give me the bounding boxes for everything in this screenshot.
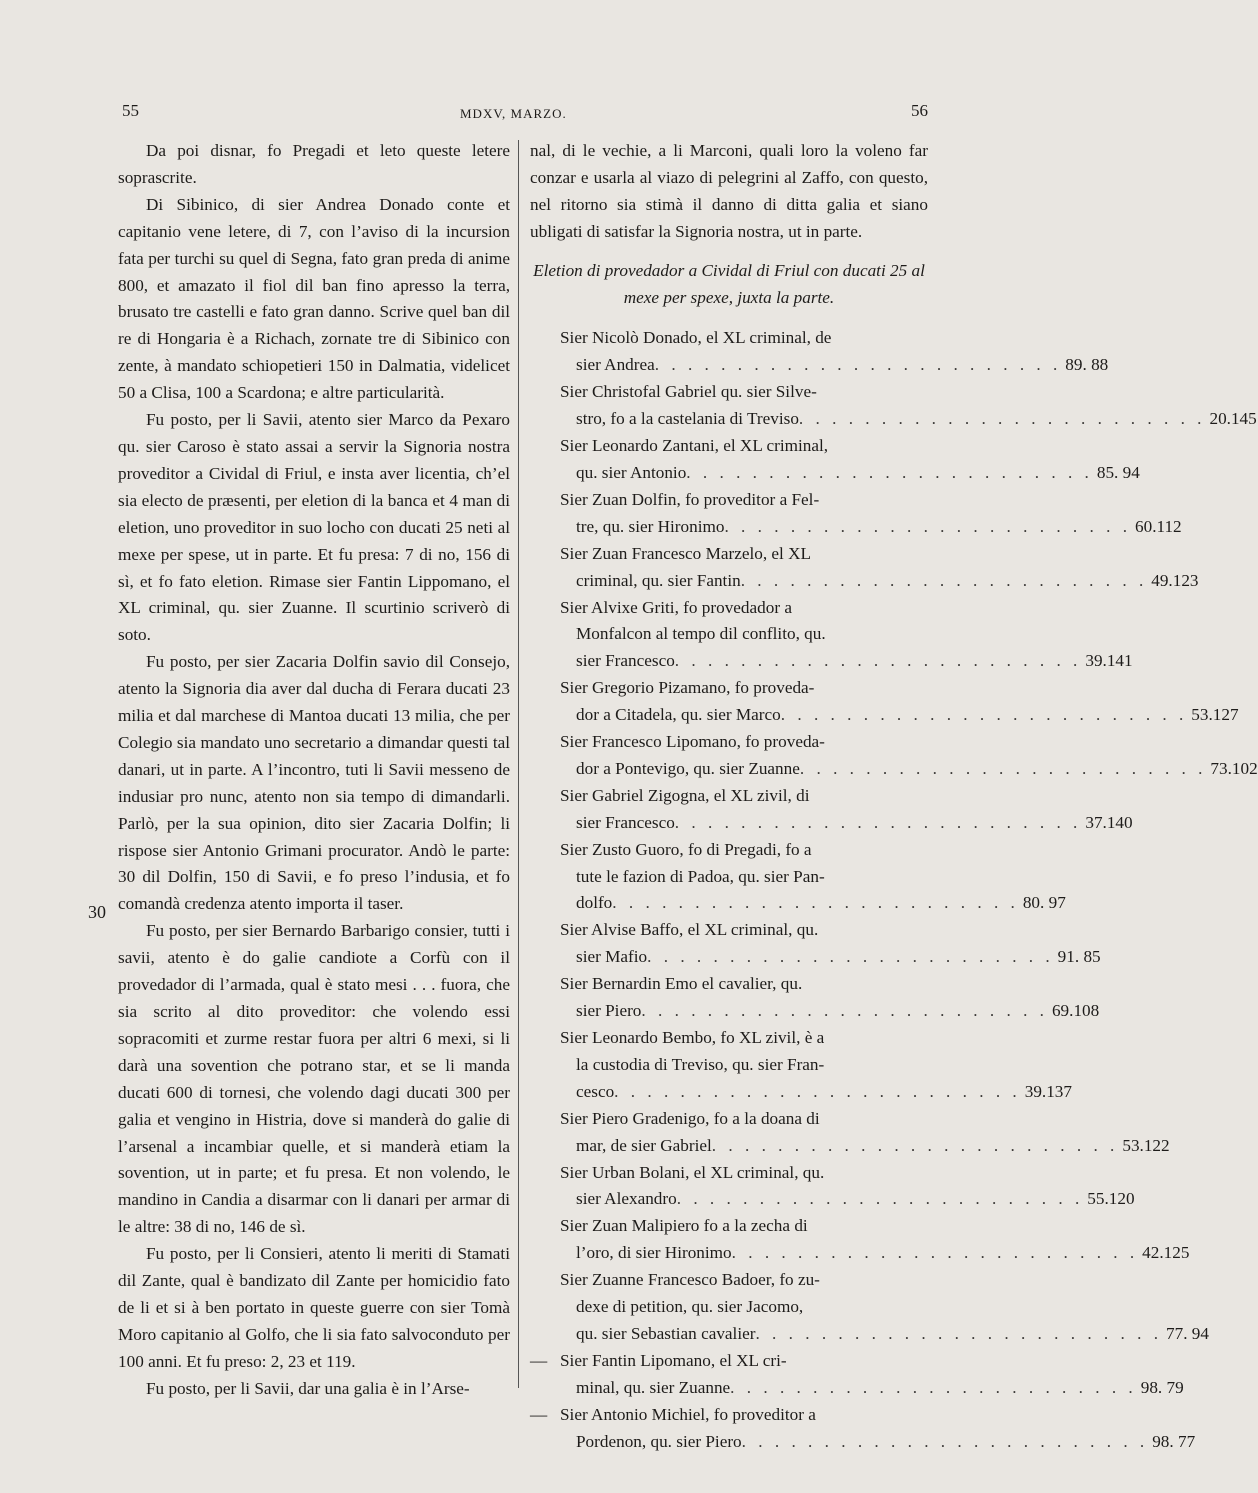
dash-mark: — xyxy=(530,1404,548,1424)
ballot-entry xyxy=(530,595,1133,676)
candidate-line-votes xyxy=(530,406,1257,433)
candidate-line-votes xyxy=(530,514,1182,541)
candidate-line: dexe di petition, qu. sier Jacomo, xyxy=(576,1297,804,1317)
leader-dots: . . . . . . . . . . . . . . . . . . . . . . . . . xyxy=(740,570,1148,590)
vote-count: 73.102 xyxy=(1210,758,1258,778)
vote-count: 60.112 xyxy=(1135,516,1182,536)
leader-dots: . . . . . . . . . . . . . . . . . . . . . . . . . xyxy=(614,1081,1021,1101)
candidate-line-votes xyxy=(530,460,1140,487)
candidate-line: Sier Antonio Michiel, fo proveditor a xyxy=(560,1404,816,1424)
candidate-line-votes xyxy=(530,1375,1184,1402)
leader-dots: . . . . . . . . . . . . . . . . . . . . . . . . . xyxy=(647,947,1054,967)
ballot-entry xyxy=(530,729,1258,783)
paragraph: Fu posto, per sier Zacaria Dolfin savio dil Consejo, atento la Signoria dia aver dal ducha di Ferara ducati 23 milia et dal marchese di Mantoa ducati 13 milia, che per Colegio sia mandato uno secretario a dimandar questi tal danari, ut in parte. A l’incontro, tuti li Savii messeno de indusiar pro nunc, atento non sia tempo di dimandarli. Parlò, per la sua opinion, dito sier Zacaria Dolfin; li rispose sier Antonio Grimani procurator. Andò le parte: 30 dil Dolfin, 150 di Savii, e fo preso l’indusia, et fo comandà credenza atento importa il taser. xyxy=(118,652,510,914)
vote-count: 37.140 xyxy=(1085,812,1133,832)
spacer xyxy=(530,311,928,325)
leader-dots: . . . . . . . . . . . . . . . . . . . . . . . . . xyxy=(799,758,1207,778)
candidate-line: dor a Citadela, qu. sier Marco xyxy=(576,705,781,725)
candidate-line: Sier Leonardo Zantani, el XL criminal, xyxy=(560,436,829,456)
candidate-line: sier Andrea xyxy=(576,355,655,375)
ballot-entry xyxy=(530,971,1100,1025)
candidate-line: sier Mafio xyxy=(576,947,648,967)
candidate-line: la custodia di Treviso, qu. sier Fran- xyxy=(576,1054,825,1074)
vote-count: 89. 88 xyxy=(1065,355,1109,375)
page-number-left: 55 xyxy=(122,101,139,120)
candidate-line: criminal, qu. sier Fantin xyxy=(576,570,741,590)
paragraph: Fu posto, per sier Bernardo Barbarigo consier, tutti i savii, atento è do galie candiote a Corfù con il provedador di l’armada, qual è stato mesi . . . fuora, che sia scrito al dito proveditor: che volendo essi sopracomiti et zurme restar fuora per altri 6 mexi, si li darà una sovention che potrano star, et se li manda ducati 600 di tornesi, che volendo dagi ducati 300 per galia et vengino in Histria, dove si manderà do galie di l’arsenal a incambiar quelle, et si manderà etiam la sovention, ut in parte; et fu presa. Et non volendo, le mandino in Candia a disarmar con li danari per armar di le altre: 38 di no, 146 de sì. xyxy=(118,921,510,1237)
candidate-line: Sier Francesco Lipomano, fo proveda- xyxy=(560,732,825,752)
ballot-entry xyxy=(530,1267,1209,1348)
leader-dots: . . . . . . . . . . . . . . . . . . . . . . . . . xyxy=(724,516,1131,536)
candidate-line: Sier Urban Bolani, el XL criminal, qu. xyxy=(560,1162,825,1182)
page-number-right: 56 xyxy=(911,101,928,120)
ballot-entry xyxy=(530,675,1239,729)
leader-dots: . . . . . . . . . . . . . . . . . . . . . . . . . xyxy=(686,462,1093,482)
vote-count: 53.127 xyxy=(1191,705,1239,725)
leader-dots: . . . . . . . . . . . . . . . . . . . . . . . . . xyxy=(798,409,1206,429)
vote-count: 69.108 xyxy=(1051,1001,1100,1021)
candidate-line: qu. sier Antonio xyxy=(576,462,687,482)
ballot-entry xyxy=(530,1025,1072,1106)
candidate-line: Pordenon, qu. sier Piero xyxy=(576,1431,742,1451)
ballot-entry xyxy=(530,325,1109,379)
vote-count: 98. 79 xyxy=(1140,1377,1184,1397)
paragraph: Fu posto, per li Savii, atento sier Marco da Pexaro qu. sier Caroso è stato assai a servir la Signoria nostra proveditor a Cividal di Friul, e insta aver licentia, ch’el sia electo de præsenti, per eletion di la banca et 4 man di eletion, uno proveditor in suo locho con ducati 25 neti al mexe per spese, ut in parte. Et fu presa: 7 di no, 156 di sì, et fo fato eletion. Rimase sier Fantin Lippomano, el XL criminal, qu. sier Zuanne. Il scurtinio scriverò di soto. xyxy=(118,410,510,645)
candidate-line: sier Francesco xyxy=(576,651,675,671)
candidate-line: l’oro, di sier Hironimo xyxy=(576,1243,732,1263)
candidate-line: sier Piero xyxy=(576,1001,642,1021)
candidate-line-votes xyxy=(530,756,1258,783)
leader-dots: . . . . . . . . . . . . . . . . . . . . . . . . . xyxy=(674,651,1082,671)
ballot-list xyxy=(530,325,1258,1455)
candidate-line: sier Francesco xyxy=(576,812,675,832)
candidate-line: Sier Zusto Guoro, fo di Pregadi, fo a xyxy=(560,839,812,859)
leader-dots: . . . . . . . . . . . . . . . . . . . . . . . . . xyxy=(731,1243,1139,1263)
vote-count: 80. 97 xyxy=(1022,893,1066,913)
candidate-line: Sier Bernardin Emo el cavalier, qu. xyxy=(560,974,803,994)
candidate-line: Sier Alvixe Griti, fo provedador a xyxy=(560,597,792,617)
vote-count: 55.120 xyxy=(1087,1189,1135,1209)
candidate-line: Sier Christofal Gabriel qu. sier Silve- xyxy=(560,382,817,402)
ballot-entry xyxy=(530,1213,1190,1267)
ballot-entry xyxy=(530,917,1101,971)
candidate-line-votes xyxy=(530,1321,1209,1348)
ballot-entry xyxy=(530,837,1066,918)
candidate-line: dolfo xyxy=(576,893,613,913)
leader-dots: . . . . . . . . . . . . . . . . . . . . . . . . . xyxy=(612,893,1019,913)
candidate-line: minal, qu. sier Zuanne xyxy=(576,1377,731,1397)
leader-dots: . . . . . . . . . . . . . . . . . . . . . . . . . xyxy=(674,812,1082,832)
ballot-entry xyxy=(530,1160,1135,1214)
ballot-entry xyxy=(530,1348,1184,1402)
leader-dots: . . . . . . . . . . . . . . . . . . . . . . . . . xyxy=(676,1189,1084,1209)
paragraph: Di Sibinico, di sier Andrea Donado conte et capitanio vene letere, di 7, con l’aviso di la incursion fata per turchi su quel di Segna, fato gran preda di anime 800, et amazato il fiol dil ban fino apresso la terra, brusato tre castelli e fato gran danno. Scrive quel ban dil re di Hongaria è a Richach, zornate tre di Sibinico con zente, à mandato schiopetieri 150 in Dalmatia, videlicet 50 a Clisa, 100 a Scardona; e altre particularità. xyxy=(118,194,510,403)
ballot-entry xyxy=(530,379,1257,433)
candidate-line-votes xyxy=(530,648,1133,675)
candidate-line: tute le fazion di Padoa, qu. sier Pan- xyxy=(576,866,825,886)
vote-count: 53.122 xyxy=(1122,1135,1170,1155)
candidate-line-votes xyxy=(530,1240,1190,1267)
candidate-line-votes xyxy=(530,1079,1072,1106)
candidate-line: Sier Nicolò Donado, el XL criminal, de xyxy=(560,328,832,348)
candidate-line-votes xyxy=(530,998,1100,1025)
candidate-line: Sier Gregorio Pizamano, fo proveda- xyxy=(560,678,815,698)
candidate-line: Sier Piero Gradenigo, fo a la doana di xyxy=(560,1108,820,1128)
candidate-line: Sier Zuan Francesco Marzelo, el XL xyxy=(560,543,812,563)
ballot-entry xyxy=(530,541,1199,595)
candidate-line: mar, de sier Gabriel xyxy=(576,1135,712,1155)
vote-count: 85. 94 xyxy=(1096,462,1140,482)
leader-dots: . . . . . . . . . . . . . . . . . . . . . . . . . xyxy=(730,1377,1137,1397)
ballot-entry xyxy=(530,783,1133,837)
leader-dots: . . . . . . . . . . . . . . . . . . . . . . . . . xyxy=(654,355,1062,375)
candidate-line: Sier Zuan Dolfin, fo proveditor a Fel- xyxy=(560,489,820,509)
ballot-entry xyxy=(530,487,1182,541)
candidate-line-votes xyxy=(530,944,1101,971)
candidate-line: Sier Zuan Malipiero fo a la zecha di xyxy=(560,1216,808,1236)
leader-dots: . . . . . . . . . . . . . . . . . . . . . . . . . xyxy=(641,1001,1048,1021)
leader-dots: . . . . . . . . . . . . . . . . . . . . . . . . . xyxy=(711,1135,1119,1155)
election-heading: Eletion di provedador a Cividal di Friul con ducati 25 al mexe per spexe, juxta la parte. xyxy=(533,260,925,307)
ballot-entry xyxy=(530,1106,1170,1160)
candidate-line: qu. sier Sebastian cavalier xyxy=(576,1323,756,1343)
vote-count: 98. 77 xyxy=(1152,1431,1196,1451)
margin-number: 30 xyxy=(88,902,106,922)
candidate-line: Sier Fantin Lipomano, el XL cri- xyxy=(560,1350,787,1370)
candidate-line: Sier Leonardo Bembo, fo XL zivil, è a xyxy=(560,1028,825,1047)
candidate-line-votes xyxy=(530,1429,1196,1456)
vote-count: 39.137 xyxy=(1024,1081,1072,1101)
right-column xyxy=(530,138,1258,1456)
running-head: MDXV, MARZO. xyxy=(460,106,567,121)
vote-count: 91. 85 xyxy=(1057,947,1101,967)
candidate-line-votes xyxy=(530,1133,1170,1160)
candidate-line-votes xyxy=(530,702,1239,729)
leader-dots: . . . . . . . . . . . . . . . . . . . . . . . . . xyxy=(780,705,1188,725)
dash-mark: — xyxy=(530,1350,548,1370)
candidate-line: cesco xyxy=(576,1081,615,1101)
candidate-line-votes xyxy=(530,568,1199,595)
vote-count: 39.141 xyxy=(1085,651,1133,671)
leader-dots: . . . . . . . . . . . . . . . . . . . . . . . . . xyxy=(755,1323,1162,1343)
candidate-line-votes xyxy=(530,890,1066,917)
ballot-entry xyxy=(530,433,1140,487)
candidate-line: Sier Alvise Baffo, el XL criminal, qu. xyxy=(560,920,819,940)
ballot-entry xyxy=(530,1402,1196,1456)
candidate-line-votes xyxy=(530,1186,1135,1213)
left-column xyxy=(118,138,510,1403)
candidate-line: sier Alexandro xyxy=(576,1189,677,1209)
vote-count: 42.125 xyxy=(1142,1243,1190,1263)
paragraph: nal, di le vechie, a li Marconi, quali loro la voleno far conzar e usarla al viazo di pelegrini al Zaffo, con questo, nel ritorno sia stimà il danno di ditta galia et siano ubligati di satisfar la Signoria nostra, ut in parte. xyxy=(530,141,928,241)
paragraph: Fu posto, per li Savii, dar una galia è in l’Arse- xyxy=(146,1378,470,1398)
candidate-line: stro, fo a la castelania di Treviso xyxy=(576,409,799,429)
vote-count: 77. 94 xyxy=(1166,1323,1209,1343)
vote-count: 49.123 xyxy=(1151,570,1199,590)
candidate-line: tre, qu. sier Hironimo xyxy=(576,516,725,536)
vote-count: 20.145 xyxy=(1209,409,1257,429)
candidate-line-votes xyxy=(530,810,1133,837)
paragraph: Da poi disnar, fo Pregadi et leto queste letere soprascrite. xyxy=(118,141,510,187)
candidate-line: dor a Pontevigo, qu. sier Zuanne xyxy=(576,758,800,778)
paragraph: Fu posto, per li Consieri, atento li meriti di Stamati dil Zante, qual è bandizato dil Zante per homicidio fato de li et si à ben portato in queste guerre con sier Tomà Moro capitanio al Golfo, che li sia fato salvoconduto per 100 anni. Et fu preso: 2, 23 et 119. xyxy=(118,1244,510,1371)
leader-dots: . . . . . . . . . . . . . . . . . . . . . . . . . xyxy=(741,1431,1149,1451)
candidate-line-votes xyxy=(530,352,1109,379)
candidate-line: Sier Zuanne Francesco Badoer, fo zu- xyxy=(560,1270,820,1290)
candidate-line: Monfalcon al tempo dil conflito, qu. xyxy=(576,624,826,644)
candidate-line: Sier Gabriel Zigogna, el XL zivil, di xyxy=(560,785,810,805)
column-divider xyxy=(518,140,519,1388)
